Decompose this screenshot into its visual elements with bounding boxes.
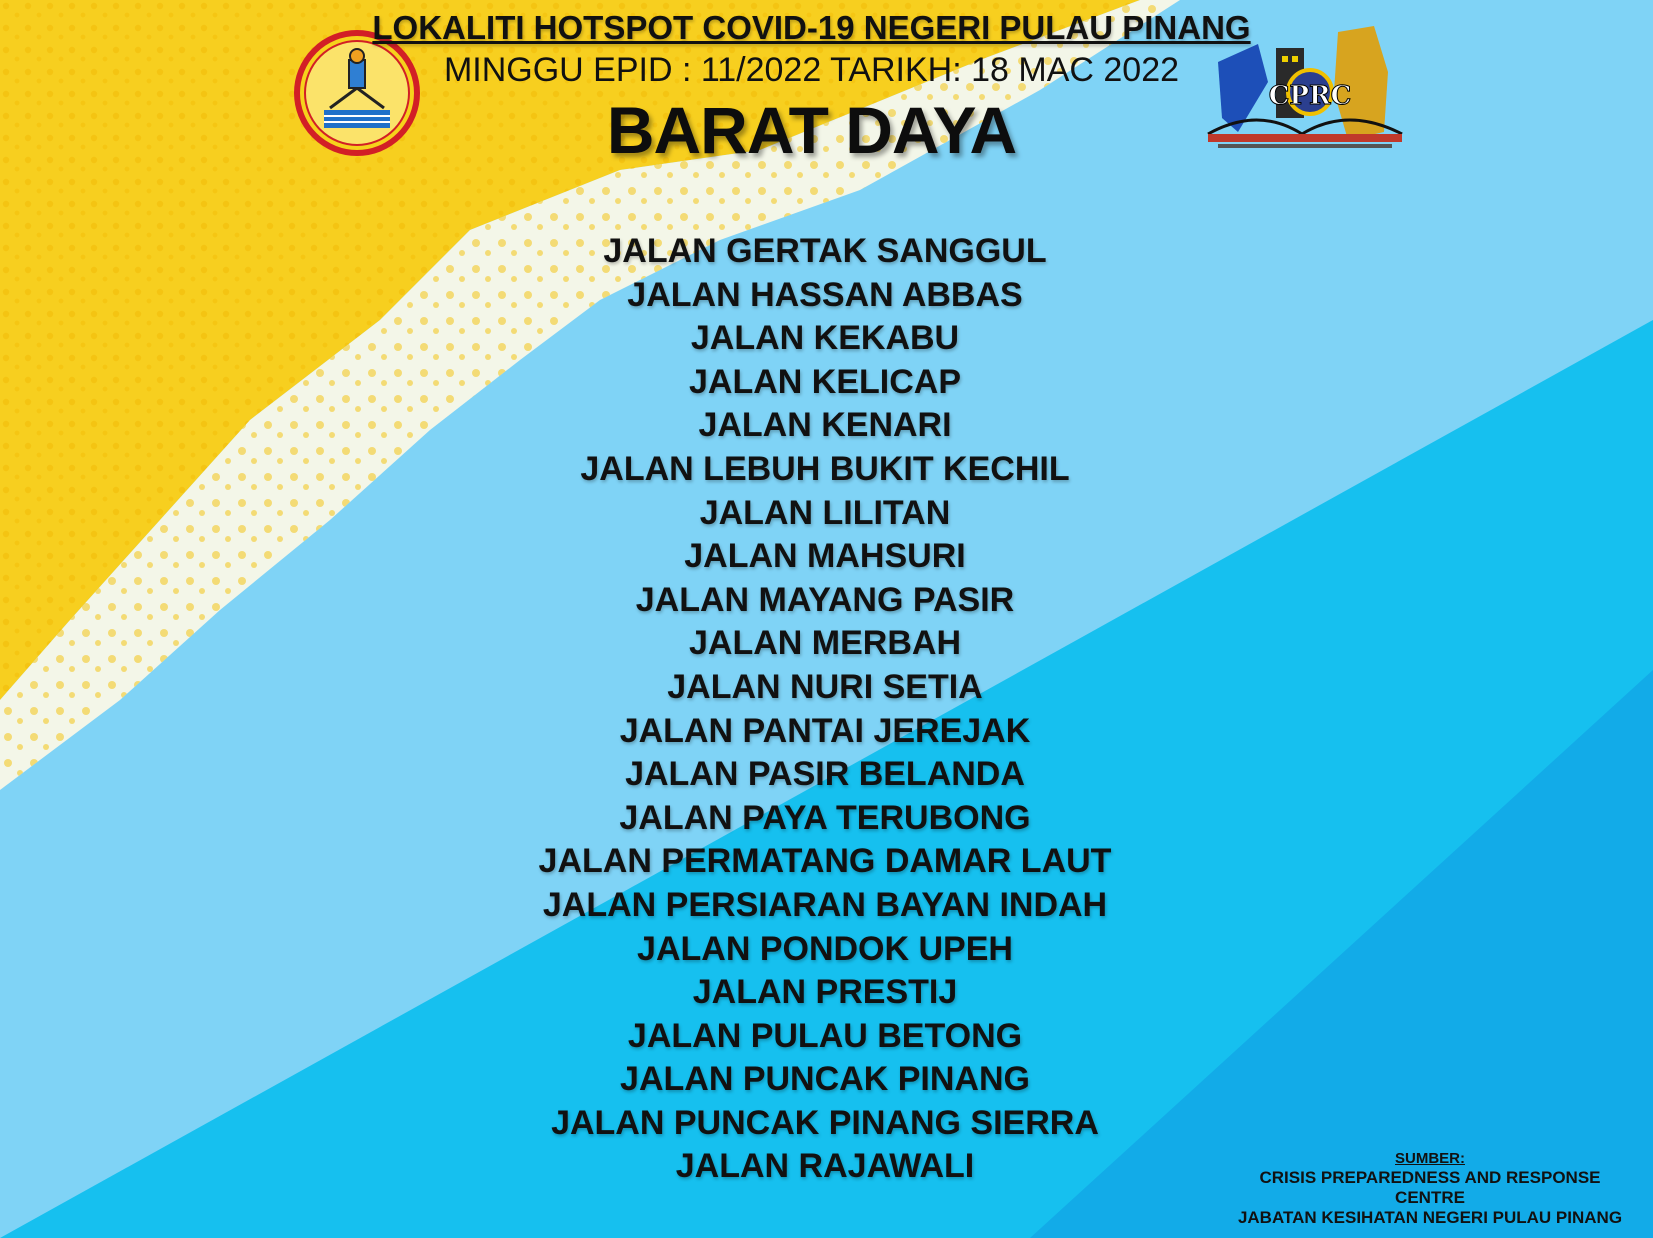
list-item: JALAN PERMATANG DAMAR LAUT	[538, 842, 1112, 881]
list-item: JALAN PASIR BELANDA	[625, 755, 1025, 794]
list-item: JALAN MERBAH	[689, 624, 961, 663]
list-item: JALAN PERSIARAN BAYAN INDAH	[542, 885, 1108, 924]
source-line-3: JABATAN KESIHATAN NEGERI PULAU PINANG	[1237, 1208, 1623, 1227]
list-item: JALAN HASSAN ABBAS	[627, 275, 1023, 314]
list-item: JALAN NURI SETIA	[667, 667, 983, 706]
list-item: JALAN LILITAN	[699, 493, 951, 532]
list-item: JALAN KELICAP	[688, 362, 962, 401]
epid-week-date: MINGGU EPID : 11/2022 TARIKH: 18 MAC 2022	[443, 51, 1180, 89]
list-item: JALAN PANTAI JEREJAK	[619, 711, 1031, 750]
district-name: BARAT DAYA	[606, 93, 1017, 167]
list-item: JALAN PAYA TERUBONG	[619, 798, 1031, 837]
list-item: JALAN MAHSURI	[684, 537, 966, 576]
source-line-1: CRISIS PREPAREDNESS AND RESPONSE	[1259, 1168, 1601, 1187]
list-item: JALAN MAYANG PASIR	[635, 580, 1015, 619]
source-block	[1220, 1150, 1640, 1228]
list-item: JALAN RAJAWALI	[675, 1147, 975, 1186]
list-item: JALAN LEBUH BUKIT KECHIL	[580, 449, 1070, 488]
list-item: JALAN KEKABU	[690, 319, 960, 358]
list-item: JALAN KENARI	[698, 406, 952, 445]
page-title: LOKALITI HOTSPOT COVID-19 NEGERI PULAU PINANG	[372, 9, 1251, 46]
cprc-logo-text: CPRC	[1268, 81, 1352, 111]
list-item: JALAN PULAU BETONG	[627, 1016, 1023, 1055]
locality-list-wrap	[0, 230, 1653, 1189]
list-item: JALAN PONDOK UPEH	[637, 929, 1013, 968]
list-item: JALAN PUNCAK PINANG	[620, 1060, 1030, 1099]
list-item: JALAN PUNCAK PINANG SIERRA	[551, 1103, 1099, 1142]
header	[0, 8, 1653, 168]
locality-list	[0, 230, 1653, 1189]
source-label: SUMBER:	[1395, 1150, 1465, 1167]
list-item: JALAN GERTAK SANGGUL	[603, 232, 1047, 270]
source-line-2: CENTRE	[1395, 1188, 1465, 1207]
list-item: JALAN PRESTIJ	[692, 973, 958, 1012]
